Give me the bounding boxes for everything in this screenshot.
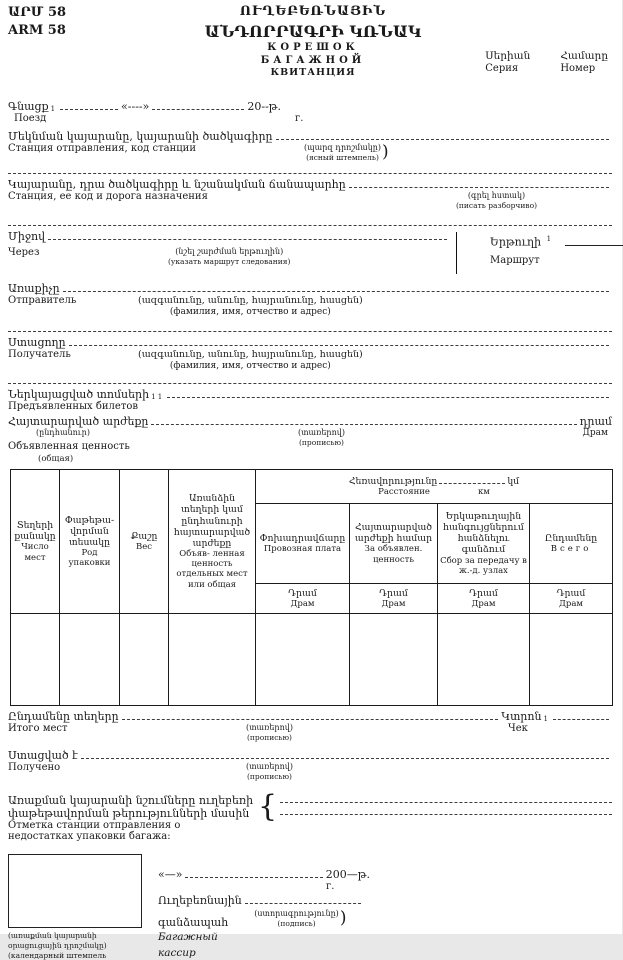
- form-header: [8, 4, 612, 92]
- declared-value-label-hy: Հայտարարված արժեքը: [8, 415, 148, 428]
- train-line-ru: [8, 113, 612, 128]
- declared-value-label-ru: Объявленная ценность: [8, 441, 130, 452]
- defects-line2-ru: недостатках упаковки багажа:: [8, 831, 612, 842]
- dram-hy: Դրամ: [258, 588, 347, 599]
- tickets-blank-line: [167, 397, 609, 398]
- table-entry-cell: [169, 614, 256, 706]
- stamp-caption-ru: (календарный штемпель: [8, 951, 150, 960]
- col-header-packing: [60, 470, 120, 614]
- sender-sub: [8, 295, 612, 327]
- section-divider: [8, 173, 612, 174]
- route-note-ru: (указать маршрут следования): [168, 257, 290, 267]
- totals-words-ru: (прописью): [247, 733, 292, 743]
- dram-ru: Драм: [532, 599, 610, 609]
- col-packing-hy: Փաթեթա- վորման տեսակը: [62, 515, 117, 548]
- route-note-hy: (նշել շարժման երթուղին): [175, 247, 283, 257]
- footnote-marker: 1 1: [151, 393, 162, 401]
- cashier-ru-line2: кассир: [158, 947, 612, 959]
- sender-label-ru: Отправитель: [8, 295, 76, 306]
- departure-station-label-hy: Մեկնման կայարանը, կայարանի ծածկագիրը: [8, 130, 273, 143]
- legibility-note: [456, 191, 537, 211]
- sender-line: [8, 282, 612, 295]
- receiver-label-ru: Получатель: [8, 349, 71, 360]
- dram-ru: Драм: [440, 599, 527, 609]
- declared-value-blank-line: [151, 424, 576, 425]
- footer-date-blank: [185, 877, 322, 878]
- receiver-sub: [8, 349, 612, 379]
- check-blank-line: [553, 719, 609, 720]
- footer-date-year-ru: г.: [326, 881, 334, 892]
- receiver-label-hy: Ստացողը: [8, 336, 66, 349]
- distance-unit-ru: км: [478, 487, 490, 497]
- route-label-ru: Маршрут: [490, 255, 540, 266]
- signature-blank-line: [245, 903, 361, 904]
- destination-station-sub: [8, 191, 612, 221]
- footer-date-ru-row: [158, 881, 612, 894]
- number-label-ru: Номер: [560, 63, 608, 76]
- train-blank-line: [60, 109, 118, 110]
- sender-blank-line: [63, 291, 609, 292]
- receiver-note-ru: (фамилия, имя, отчество и адрес): [170, 361, 331, 372]
- col-packing-ru: Род упаковки: [62, 548, 117, 568]
- route-note: [168, 247, 290, 267]
- defects-section: [8, 794, 612, 852]
- dram-cell: [530, 584, 613, 614]
- in-words-ru: (прописью): [299, 438, 344, 448]
- received-label-hy: Ստացված է: [8, 749, 78, 762]
- destination-station-label-ru: Станция, ее код и дорога назначения: [8, 191, 208, 202]
- signature-column: [150, 854, 612, 960]
- totals-label-hy: Ընդամենը տեղերը: [8, 710, 119, 723]
- destination-station-label-hy: Կայարանը, դրա ծածկագիրը և նշանակման ճանապարհը: [8, 178, 346, 191]
- totals-label-ru: Итого мест: [8, 723, 68, 734]
- col-header-for-declared: [350, 504, 438, 584]
- cashier-hy-line2: գանձապահ: [158, 916, 228, 929]
- section-divider: [8, 331, 612, 332]
- in-words-hy: (տառերով): [298, 428, 345, 438]
- form-title: [158, 4, 468, 79]
- col-fordeclared-hy: Հայտարարված արժեքի համար: [352, 522, 435, 544]
- title-russian-line3: КВИТАНЦИЯ: [158, 67, 468, 79]
- footer-date-quote: «—»: [158, 868, 182, 881]
- receiver-line: [8, 336, 612, 349]
- grouping-brace: {: [258, 792, 277, 822]
- col-header-places: [11, 470, 60, 614]
- distance-label-ru: Расстояние: [378, 487, 430, 497]
- distance-blank-line: [439, 483, 505, 484]
- route-blank-line: [565, 245, 623, 246]
- totals-blank-line: [122, 719, 499, 720]
- defects-line2-hy: փաթեթավորման թերությունների մասին: [8, 807, 612, 820]
- train-label-hy: Գնացք: [8, 100, 49, 113]
- received-words-note: [246, 762, 293, 782]
- stamp-note-ru: (ясный штемпель): [306, 153, 379, 163]
- receiver-blank-line: [69, 345, 609, 346]
- col-weight-ru: Вес: [122, 542, 166, 552]
- dram-hy: Դրամ: [532, 588, 610, 599]
- col-declared-hy: Առանձին տեղերի կամ ընդհանուրի հայտարարված արժեքը: [171, 493, 253, 549]
- table-entry-cell: [530, 614, 613, 706]
- section-divider: [8, 383, 612, 384]
- cashier-line2: [158, 909, 612, 929]
- sender-label-hy: Առաքիչը: [8, 282, 60, 295]
- number-label-hy: Համարը: [560, 50, 608, 63]
- currency-label-hy: դրամ: [580, 415, 612, 428]
- received-label-ru: Получено: [8, 762, 60, 773]
- title-russian-line1: КОРЕШОК: [158, 41, 468, 54]
- destination-station-blank-line: [349, 187, 609, 188]
- footer-section: [8, 854, 612, 960]
- footnote-marker: 1: [544, 715, 548, 723]
- stamp-caption-hy2: օրացուցային դրոշմակը): [8, 941, 150, 951]
- vertical-rule: [456, 232, 457, 274]
- footer-date-year: 200—թ.: [326, 868, 370, 881]
- route-field: [490, 235, 623, 249]
- signature-note-hy: (ստորագրությունը): [254, 909, 339, 919]
- series-number-block: [485, 50, 608, 76]
- tickets-label-ru: Предъявленных билетов: [8, 401, 612, 414]
- received-words-hy: (տառերով): [246, 762, 293, 772]
- via-blank-line: [48, 239, 447, 240]
- sender-note-hy: (ազգանունը, անունը, հայրանունը, հասցեն): [138, 295, 363, 307]
- received-words-ru: (прописью): [247, 772, 292, 782]
- distance-unit-hy: կմ: [507, 476, 519, 487]
- date-blank-line: [152, 109, 244, 110]
- col-places-hy: Տեղերի քանակը: [13, 520, 57, 542]
- departure-station-blank-line: [276, 139, 609, 140]
- legibility-note-hy: (գրել հստակ): [468, 191, 525, 201]
- defects-blank-line-1: [280, 802, 612, 803]
- declared-total-note-hy: (ընդհանուր): [36, 428, 90, 438]
- departure-station-line: [8, 130, 612, 143]
- form-code-armenian: ԱՐՄ 58: [8, 4, 612, 22]
- col-header-total: [530, 504, 613, 584]
- tickets-line: [8, 388, 612, 401]
- dram-cell: [256, 584, 350, 614]
- stamp-note-hy: (պարզ դրոշմակը): [304, 143, 381, 153]
- dram-hy: Դրամ: [440, 588, 527, 599]
- distance-label-hy: Հեռավորությունը: [349, 476, 437, 487]
- calendar-stamp-box: [8, 854, 142, 928]
- col-total-ru: Всего: [532, 544, 610, 554]
- cashier-line1: [158, 894, 364, 907]
- in-words-note: [298, 428, 345, 448]
- grouping-paren: ): [340, 910, 347, 927]
- defects-line1-ru: Отметка станции отправления о: [8, 820, 612, 831]
- col-carriage-ru: Провозная плата: [258, 544, 347, 554]
- totals-line: [8, 710, 612, 723]
- departure-stamp-note: [304, 143, 389, 163]
- series-label: [485, 50, 530, 76]
- currency-label-ru: Драм: [583, 428, 608, 439]
- dram-cell: [350, 584, 438, 614]
- signature-note-ru: (подпись): [277, 919, 315, 929]
- col-header-junction-fee: [438, 504, 530, 584]
- col-junction-hy: Երկաթուղային հանգույցներում հանձնելու գանձում: [440, 511, 527, 556]
- dram-ru: Драм: [352, 599, 435, 609]
- table-entry-cell: [256, 614, 350, 706]
- departure-station-label-ru: Станция отправления, код станции: [8, 143, 196, 154]
- distance-header: [256, 470, 613, 504]
- col-declared-ru: Объяв- ленная ценность отдельных мест или общая: [171, 549, 253, 590]
- table-entry-cell: [120, 614, 169, 706]
- cashier-ru-line1: Багажный: [158, 931, 612, 943]
- table-entry-cell: [438, 614, 530, 706]
- defects-line1-hy: Առաքման կայարանի նշումները ուղեբեռի: [8, 794, 612, 807]
- col-junction-ru: Сбор за передачу в ж.-д. узлах: [440, 556, 527, 576]
- col-fordeclared-ru: За объявлен. ценность: [352, 544, 435, 564]
- received-blank-line: [81, 758, 609, 759]
- defects-blank-line-2: [280, 814, 612, 815]
- signature-note: [254, 909, 346, 929]
- series-label-hy: Սերիան: [485, 50, 530, 63]
- number-label: [560, 50, 608, 76]
- via-section: [8, 230, 612, 278]
- route-label-hy: Երթուղի: [490, 236, 541, 249]
- col-header-declared-value: [169, 470, 256, 614]
- table-entry-cell: [11, 614, 60, 706]
- title-armenian-line2: ԱՆԴՈՐՐԱԳՐԻ ԿՌՆԱԿ: [158, 22, 468, 41]
- form-code-latin: ARM 58: [8, 22, 612, 40]
- via-line: [8, 230, 450, 243]
- table-entry-cell: [350, 614, 438, 706]
- footnote-marker: 1: [51, 105, 55, 113]
- via-label-ru: Через: [8, 247, 39, 258]
- col-header-weight: [120, 470, 169, 614]
- table-entry-cell: [60, 614, 120, 706]
- section-divider: [8, 225, 612, 226]
- footnote-marker: 1: [547, 235, 551, 243]
- departure-station-sub: [8, 143, 612, 169]
- col-total-hy: Ընդամենը: [532, 533, 610, 544]
- train-label-ru: Поезд: [14, 113, 46, 124]
- via-label-hy: Միջով: [8, 230, 45, 243]
- date-quote-dashes: «----»: [121, 100, 149, 113]
- received-sub: [8, 762, 612, 790]
- sender-note: [138, 295, 363, 318]
- declared-value-sub: [8, 428, 612, 464]
- series-label-ru: Серия: [485, 63, 530, 76]
- totals-words-hy: (տառերով): [246, 723, 293, 733]
- sender-note-ru: (фамилия, имя, отчество и адрес): [170, 307, 331, 318]
- totals-words-note: [246, 723, 293, 743]
- col-header-carriage-fee: [256, 504, 350, 584]
- col-carriage-hy: Փոխադրավճարը: [258, 533, 347, 544]
- dram-ru: Драм: [258, 599, 347, 609]
- destination-station-line: [8, 178, 612, 191]
- grouping-paren: ): [382, 144, 389, 161]
- footer-date-line: [158, 868, 370, 881]
- col-places-ru: Число мест: [13, 542, 57, 562]
- title-armenian-line1: ՈՒՂԵԲԵՌՆԱՅԻՆ: [158, 4, 468, 19]
- title-russian-line2: БАГАЖНОЙ: [158, 54, 468, 67]
- stamp-column: [8, 854, 150, 960]
- year-suffix-ru: г.: [295, 113, 303, 124]
- received-line: [8, 749, 612, 762]
- charges-table: [10, 469, 613, 706]
- declared-total-note-ru: (общая): [38, 454, 73, 465]
- col-weight-hy: Քաշը: [122, 531, 166, 542]
- check-label-ru: Чек: [508, 723, 528, 734]
- defects-blank-lines: [280, 802, 612, 815]
- check-label-hy: Կտրոն: [501, 710, 541, 723]
- dram-hy: Դրամ: [352, 588, 435, 599]
- train-line: [8, 100, 612, 113]
- declared-value-line: [8, 415, 612, 428]
- year-suffix-hy: 20--թ.: [247, 100, 281, 113]
- receiver-note: [138, 349, 363, 372]
- tickets-label-hy: Ներկայացված տոմսերի: [8, 388, 149, 401]
- stamp-caption-hy1: (առաքման կայարանի: [8, 931, 150, 941]
- receiver-note-hy: (ազգանունը, անունը, հայրանունը, հասցեն): [138, 349, 363, 361]
- cashier-hy-line1: Ուղեբեռնային: [158, 894, 242, 907]
- dram-cell: [438, 584, 530, 614]
- legibility-note-ru: (писать разборчиво): [456, 201, 537, 211]
- totals-sub: [8, 723, 612, 747]
